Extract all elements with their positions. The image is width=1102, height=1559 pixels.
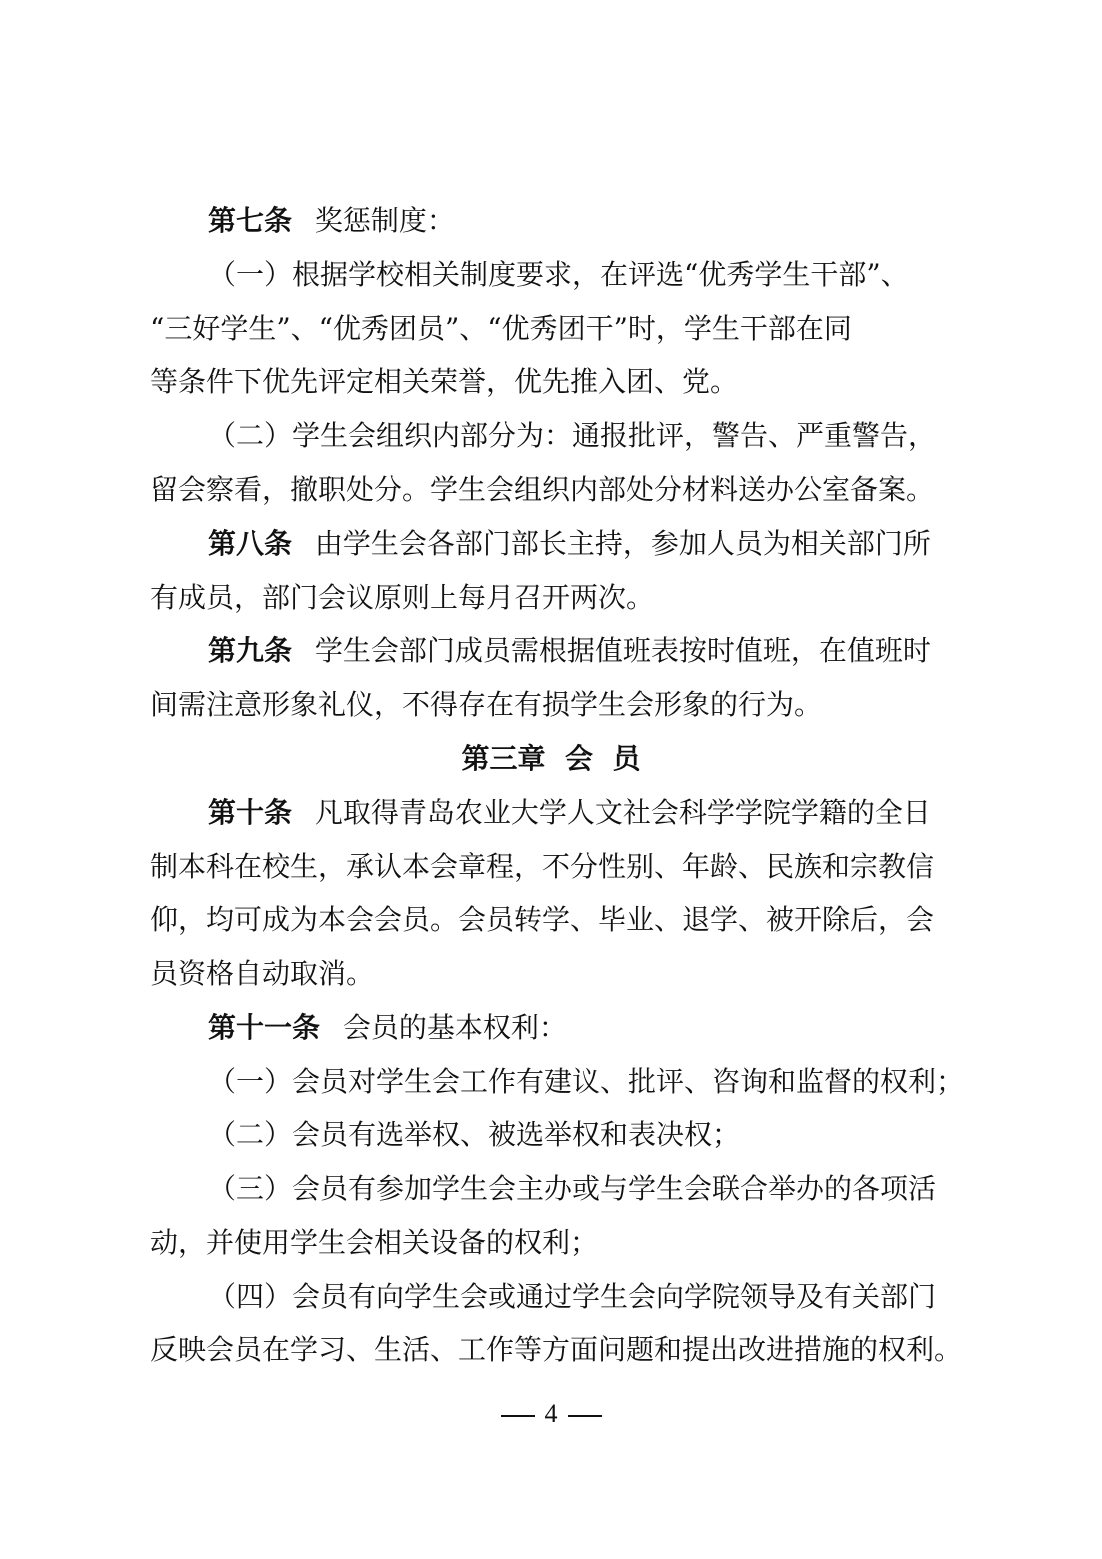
article-10-text: 凡取得青岛农业大学人文社会科学学院学籍的全日	[314, 796, 931, 829]
article-8	[208, 526, 931, 562]
article-7-title: 奖惩制度：	[314, 204, 455, 237]
paragraph-line: 间需注意形象礼仪，不得存在有损学生会形象的行为。	[150, 688, 823, 721]
paragraph-line: 仰，均可成为本会会员。会员转学、毕业、退学、被开除后，会	[150, 903, 935, 936]
paragraph-line: （四）会员有向学生会或通过学生会向学院领导及有关部门	[208, 1280, 937, 1313]
footer-dash-left	[501, 1415, 535, 1417]
article-8-label: 第八条	[208, 527, 293, 560]
paragraph-line: 动，并使用学生会相关设备的权利；	[150, 1226, 599, 1259]
paragraph-line: （一）会员对学生会工作有建议、批评、咨询和监督的权利；	[208, 1065, 965, 1098]
article-11-label: 第十一条	[208, 1011, 321, 1044]
page-number: 4	[544, 1399, 558, 1428]
article-8-text: 由学生会各部门部长主持，参加人员为相关部门所	[314, 527, 931, 560]
footer-dash-right	[568, 1415, 602, 1417]
paragraph-line: 员资格自动取消。	[150, 957, 375, 990]
paragraph-line: （一）根据学校相关制度要求，在评选“优秀学生干部”、	[208, 258, 909, 291]
paragraph-line: 反映会员在学习、生活、工作等方面问题和提出改进措施的权利。	[150, 1333, 963, 1366]
paragraph-line: （二）学生会组织内部分为：通报批评，警告、严重警告，	[208, 419, 937, 452]
article-10-label: 第十条	[208, 796, 293, 829]
article-11-title: 会员的基本权利：	[342, 1011, 567, 1044]
article-9-label: 第九条	[208, 634, 293, 667]
paragraph-line: 留会察看，撤职处分。学生会组织内部处分材料送办公室备案。	[150, 473, 935, 506]
article-9	[208, 633, 931, 669]
page-footer	[0, 1398, 1102, 1430]
paragraph-line: “三好学生”、“优秀团员”、“优秀团干”时，学生干部在同	[150, 312, 852, 345]
paragraph-line: 有成员，部门会议原则上每月召开两次。	[150, 581, 655, 614]
article-7-label: 第七条	[208, 204, 293, 237]
article-10	[208, 795, 931, 831]
article-9-text: 学生会部门成员需根据值班表按时值班，在值班时	[314, 634, 931, 667]
paragraph-line: 制本科在校生，承认本会章程，不分性别、年龄、民族和宗教信	[150, 850, 935, 883]
paragraph-line: （三）会员有参加学生会主办或与学生会联合举办的各项活	[208, 1172, 937, 1205]
article-7-heading	[208, 203, 455, 239]
chapter-heading: 第三章 会 员	[461, 742, 641, 775]
paragraph-line: 等条件下优先评定相关荣誉，优先推入团、党。	[150, 365, 739, 398]
paragraph-line: （二）会员有选举权、被选举权和表决权；	[208, 1118, 741, 1151]
article-11-heading	[208, 1010, 567, 1046]
